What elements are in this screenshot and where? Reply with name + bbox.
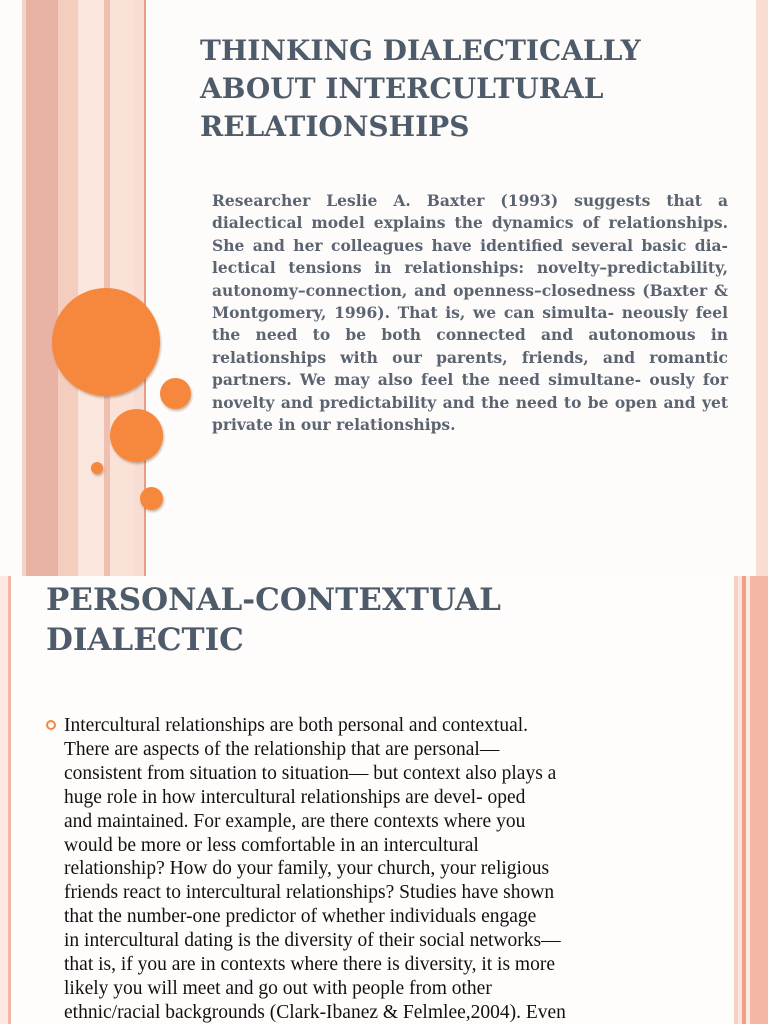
body-line: There are aspects of the relationship that are personal— — [64, 738, 500, 760]
slide-1-title — [200, 32, 720, 146]
body-line: and maintained. For example, are there contexts where you — [64, 810, 526, 832]
slide-2-title — [46, 580, 666, 660]
body-line: that the number-one predictor of whether individuals engage — [64, 906, 537, 928]
title-line: DIALECTIC — [46, 622, 244, 658]
decorative-stripe — [8, 576, 11, 1024]
decorative-stripe — [26, 0, 58, 576]
body-line: that is, if you are in contexts where there is diversity, it is more — [64, 954, 555, 976]
decorative-circle — [110, 409, 163, 462]
body-line: in intercultural dating is the diversity of their social networks— — [64, 930, 561, 952]
body-line: consistent from situation to situation— but context also plays a — [64, 762, 557, 784]
decorative-stripe — [0, 576, 8, 1024]
body-line: relationship? How do your family, your church, your religious — [64, 858, 550, 880]
body-line: friends react to intercultural relationships? Studies have shown — [64, 882, 555, 904]
title-line: ABOUT INTERCULTURAL — [200, 72, 604, 105]
title-line: PERSONAL-CONTEXTUAL — [46, 582, 501, 618]
body-line: Intercultural relationships are both personal and contextual. — [64, 715, 529, 736]
body-line: ethnic/racial backgrounds (Clark-Ibanez & Felmlee,2004). Even — [64, 1001, 566, 1023]
body-line: huge role in how intercultural relationships are devel- oped — [64, 786, 526, 808]
decorative-circle — [160, 378, 191, 409]
bullet-ring-icon — [46, 720, 56, 730]
slide-2-body — [64, 714, 664, 1025]
decorative-stripe — [756, 0, 768, 576]
body-line: would be more or less comfortable in an intercultural — [64, 834, 479, 856]
title-line: THINKING DIALECTICALLY — [200, 34, 641, 67]
decorative-circle — [140, 487, 163, 510]
title-line: RELATIONSHIPS — [200, 110, 470, 143]
decorative-circle-large — [52, 288, 160, 396]
body-line: likely you will meet and go out with people from other — [64, 977, 492, 999]
decorative-circle-small — [91, 462, 103, 474]
decorative-stripe — [750, 576, 768, 1024]
slide-1-body: Researcher Leslie A. Baxter (1993) suggests that a dialectical model explains the dynamics of relationships. She and her colleagues have identified several basic dia- lectical tensions in relationships: novelty–predictability, autonomy–connection, and openness–closedness (Baxter & Montgomery, 1996). That is, we can simulta- neously feel the need to be both connected and autonomous in relationships with our parents, friends, and romantic partners. We may also feel the need simultane- ously for novelty and predictability and the need to be open and yet private in our relationships. — [212, 191, 728, 435]
decorative-stripe — [58, 0, 78, 576]
